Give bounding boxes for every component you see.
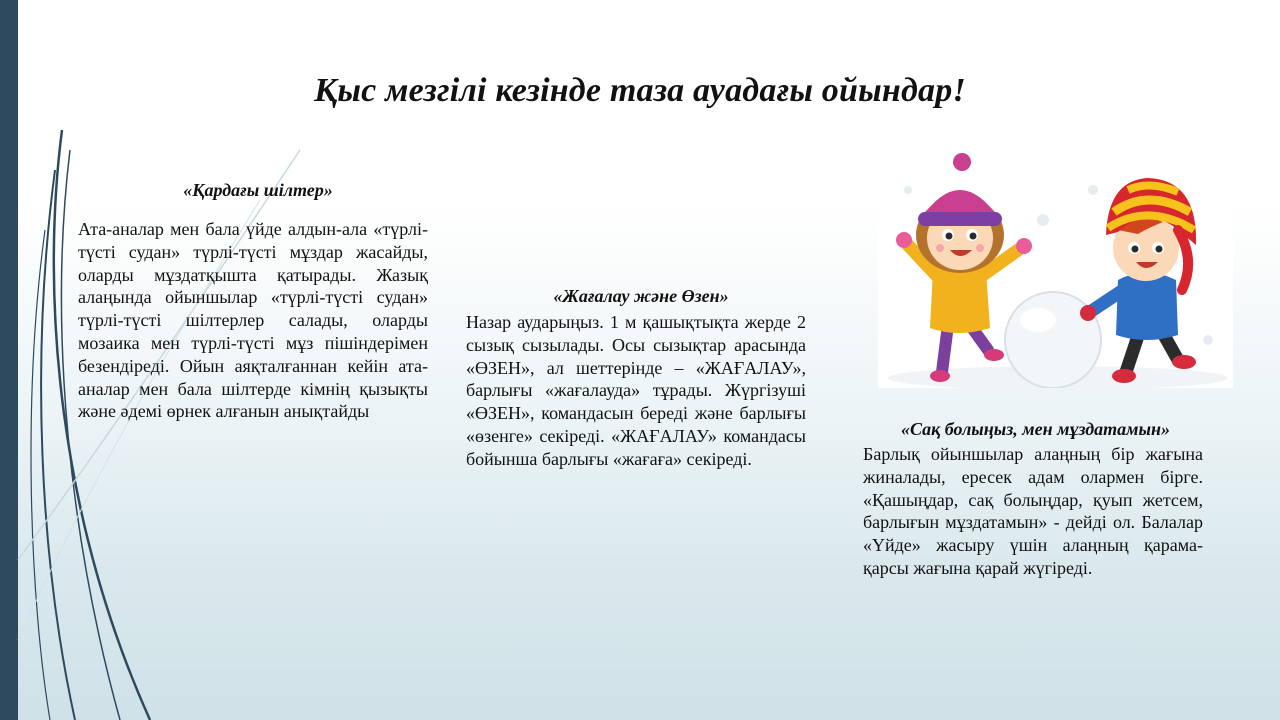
game-text-shore-river: Назар аударыңыз. 1 м қашықтықта жерде 2 сызық сызылады. Осы сызықтар арасында «ӨЗЕН», ал шеттерінде – «ЖАҒАЛАУ», барлығы «жағалауда» тұрады. Жүргізуші «ӨЗЕН», командасын береді және барлығы «өзенге» секіреді. «ЖАҒАЛАУ» командасы бойынша барлығы «жағаға» секіреді.	[466, 312, 806, 469]
kids-snowball-illustration	[878, 150, 1233, 388]
game-heading-snow-lace: «Қардағы шілтер»	[183, 180, 333, 200]
game-heading-shore-river: «Жағалау және Өзен»	[553, 286, 729, 306]
game-text-freeze: Барлық ойыншылар алаңның бір жағына жиналады, ересек адам олармен бірге. «Қашыңдар, сақ болыңдар, қуып жетсем, барлығын мұздатамын» - дейді ол. Балалар «Үйде» жасыру үшін алаңның қарама-қарсы жағына қарай жүгіреді.	[863, 444, 1203, 578]
page-title: Қыс мезгілі кезінде таза ауадағы ойындар!	[314, 72, 966, 109]
game-text-snow-lace: Ата-аналар мен бала үйде алдын-ала «түрлі-түсті судан» түрлі-түсті мұздар жасайды, оларды мұздатқышта қатырады. Жазық алаңында ойыншылар «түрлі-түсті судан» түрлі-түсті шілтерлер салады, оларды мозаика мен түрлі-түсті мұз пішіндерімен безендіреді. Ойын аяқталғаннан кейін ата-аналар мен бала шілтерде кімнің қызықты және әдемі өрнек алғанын анықтайды	[78, 219, 428, 422]
game-heading-freeze: «Сақ болыңыз, мен мұздатамын»	[901, 419, 1170, 439]
